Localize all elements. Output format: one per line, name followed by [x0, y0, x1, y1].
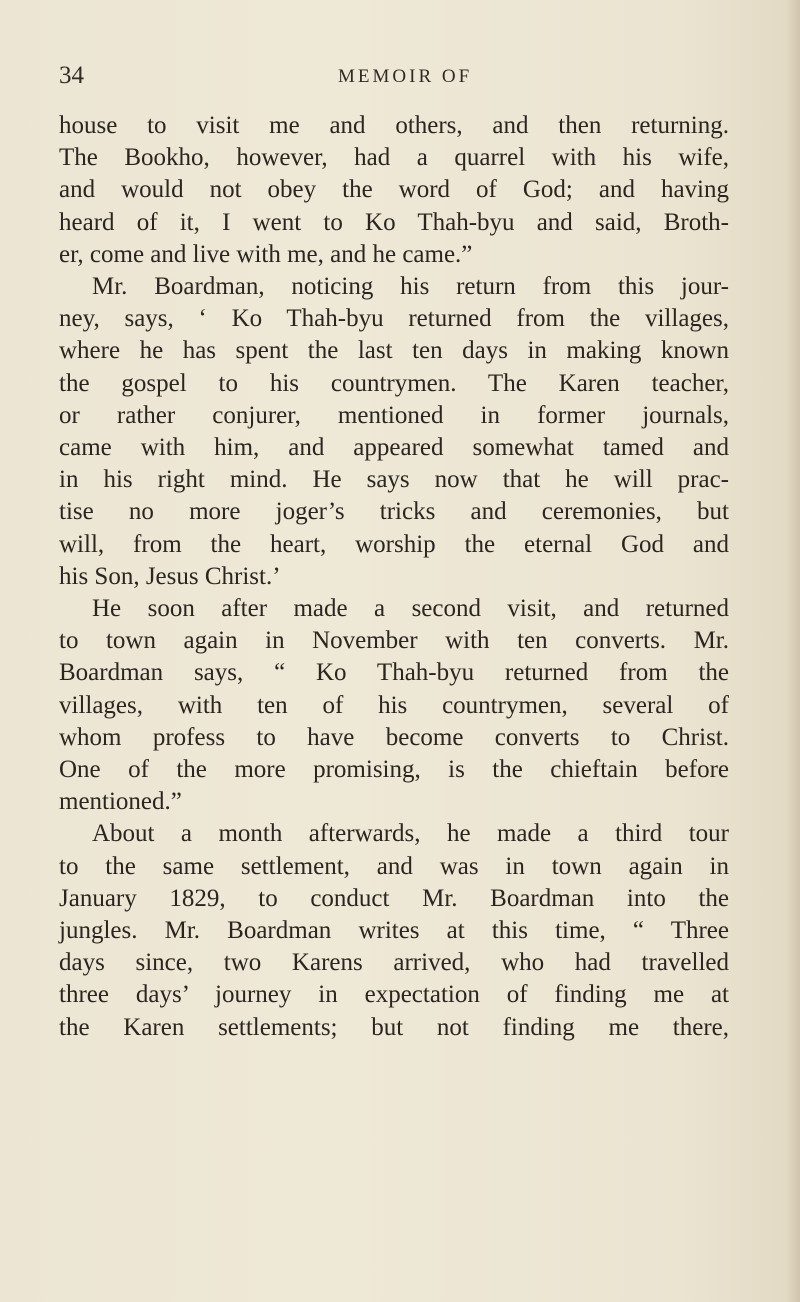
text-line: ney, says, ‘ Ko Thah-byu returned from the villages, [59, 305, 729, 333]
text-line: or rather conjurer, mentioned in former journals, [59, 401, 729, 429]
text-line: mentioned.” [59, 788, 182, 816]
text-line: One of the more promising, is the chieftain before [59, 756, 729, 784]
text-line: He soon after made a second visit, and returned [92, 595, 729, 623]
text-line: to town again in November with ten converts. Mr. [59, 627, 729, 655]
text-line: to the same settlement, and was in town again in [59, 852, 729, 880]
text-line: in his right mind. He says now that he will prac- [59, 466, 729, 494]
text-line: will, from the heart, worship the eternal God and [59, 530, 729, 558]
page-edge-shadow [786, 0, 800, 1302]
text-line: his Son, Jesus Christ.’ [59, 562, 281, 590]
text-line: whom profess to have become converts to Christ. [59, 723, 729, 751]
text-line: About a month afterwards, he made a third tour [92, 820, 729, 848]
text-line: January 1829, to conduct Mr. Boardman into the [59, 884, 729, 912]
text-line: three days’ journey in expectation of finding me at [59, 981, 729, 1009]
page-number: 34 [59, 62, 84, 89]
text-line: and would not obey the word of God; and having [59, 176, 729, 204]
body-text [59, 110, 729, 1044]
text-line: the gospel to his countrymen. The Karen teacher, [59, 369, 729, 397]
running-head: MEMOIR OF [338, 66, 473, 87]
text-line: The Bookho, however, had a quarrel with his wife, [59, 144, 729, 172]
page-header [59, 62, 719, 96]
text-line: villages, with ten of his countrymen, several of [59, 691, 729, 719]
text-line: jungles. Mr. Boardman writes at this time, “ Three [59, 917, 729, 945]
text-line: where he has spent the last ten days in making known [59, 337, 729, 365]
text-line: Mr. Boardman, noticing his return from this jour- [92, 273, 729, 301]
text-line: the Karen settlements; but not finding me there, [59, 1013, 729, 1041]
text-line: house to visit me and others, and then returning. [59, 112, 729, 139]
text-line: days since, two Karens arrived, who had travelled [59, 949, 729, 977]
text-line: came with him, and appeared somewhat tamed and [59, 434, 729, 462]
text-line: er, come and live with me, and he came.” [59, 240, 473, 268]
text-line: tise no more joger’s tricks and ceremonies, but [59, 498, 729, 526]
text-line: heard of it, I went to Ko Thah-byu and said, Broth- [59, 208, 729, 236]
text-line: Boardman says, “ Ko Thah-byu returned from the [59, 659, 729, 687]
